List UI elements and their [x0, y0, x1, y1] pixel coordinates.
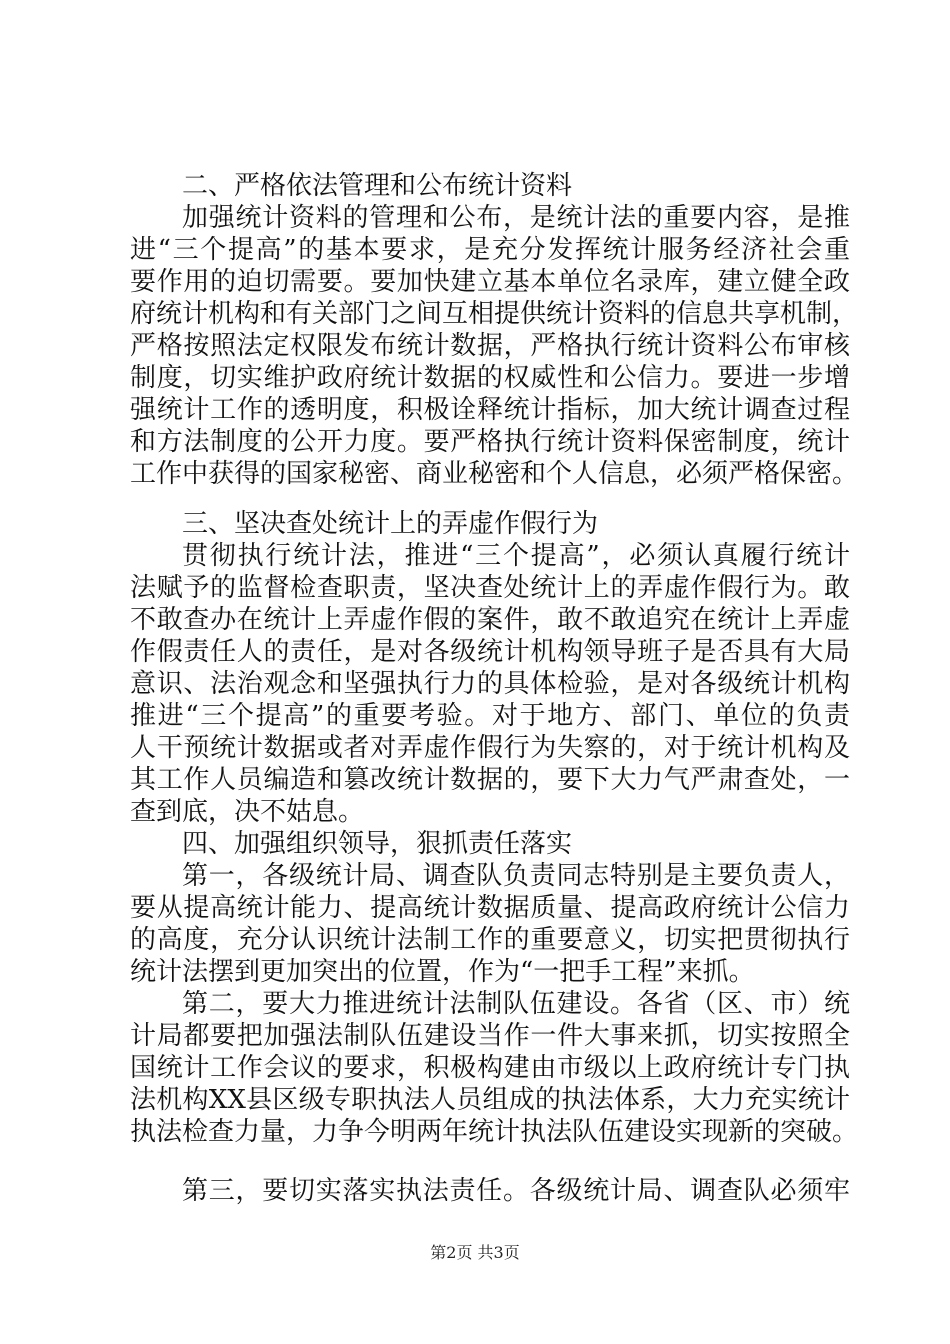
paragraph-line: 推进“三个提高”的重要考验。对于地方、部门、单位的负责 — [130, 701, 850, 731]
paragraph-line: 法机构XX县区级专职执法人员组成的执法体系，大力充实统计 — [130, 1085, 850, 1115]
paragraph-line: 意识、法治观念和坚强执行力的具体检验，是对各级统计机构 — [130, 669, 850, 699]
section-heading: 三、坚决查处统计上的弄虚作假行为 — [182, 509, 599, 539]
paragraph-line: 加强统计资料的管理和公布，是统计法的重要内容，是推 — [182, 203, 850, 233]
paragraph-line: 国统计工作会议的要求，积极构建由市级以上政府统计专门执 — [130, 1053, 850, 1083]
paragraph-line: 制度，切实维护政府统计数据的权威性和公信力。要进一步增 — [130, 363, 850, 393]
paragraph-line: 严格按照法定权限发布统计数据，严格执行统计资料公布审核 — [130, 331, 850, 361]
paragraph-line: 作假责任人的责任，是对各级统计机构领导班子是否具有大局 — [130, 637, 850, 667]
paragraph-line: 贯彻执行统计法，推进“三个提高”，必须认真履行统计 — [182, 541, 850, 571]
paragraph-line: 查到底，决不姑息。 — [130, 797, 365, 827]
paragraph-line: 其工作人员编造和篡改统计数据的，要下大力气严肃查处，一 — [130, 765, 850, 795]
paragraph-line: 第三，要切实落实执法责任。各级统计局、调查队必须牢 — [182, 1176, 850, 1206]
paragraph-line: 的高度，充分认识统计法制工作的重要意义，切实把贯彻执行 — [130, 925, 850, 955]
paragraph-line: 第一，各级统计局、调查队负责同志特别是主要负责人， — [182, 861, 850, 891]
paragraph-line: 法赋予的监督检查职责，坚决查处统计上的弄虚作假行为。敢 — [130, 573, 850, 603]
paragraph-line: 执法检查力量，力争今明两年统计执法队伍建设实现新的突破。 — [130, 1117, 859, 1147]
paragraph-line: 强统计工作的透明度，积极诠释统计指标，加大统计调查过程 — [130, 395, 850, 425]
paragraph-line: 要作用的迫切需要。要加快建立基本单位名录库，建立健全政 — [130, 267, 850, 297]
paragraph-line: 要从提高统计能力、提高统计数据质量、提高政府统计公信力 — [130, 893, 850, 923]
paragraph-line: 进“三个提高”的基本要求，是充分发挥统计服务经济社会重 — [130, 235, 850, 265]
paragraph-line: 不敢查办在统计上弄虚作假的案件，敢不敢追究在统计上弄虚 — [130, 605, 850, 635]
page-number-footer: 第2页 共3页 — [430, 1243, 520, 1262]
paragraph-line: 府统计机构和有关部门之间互相提供统计资料的信息共享机制， — [130, 299, 859, 329]
paragraph-line: 和方法制度的公开力度。要严格执行统计资料保密制度，统计 — [130, 427, 850, 457]
section-heading: 二、严格依法管理和公布统计资料 — [182, 171, 573, 201]
paragraph-line: 计局都要把加强法制队伍建设当作一件大事来抓，切实按照全 — [130, 1021, 850, 1051]
paragraph-line: 第二，要大力推进统计法制队伍建设。各省（区、市）统 — [182, 989, 850, 1019]
section-heading: 四、加强组织领导，狠抓责任落实 — [182, 829, 573, 859]
paragraph-line: 工作中获得的国家秘密、商业秘密和个人信息，必须严格保密。 — [130, 459, 859, 489]
paragraph-line: 人干预统计数据或者对弄虚作假行为失察的，对于统计机构及 — [130, 733, 850, 763]
paragraph-line: 统计法摆到更加突出的位置，作为“一把手工程”来抓。 — [130, 957, 755, 987]
